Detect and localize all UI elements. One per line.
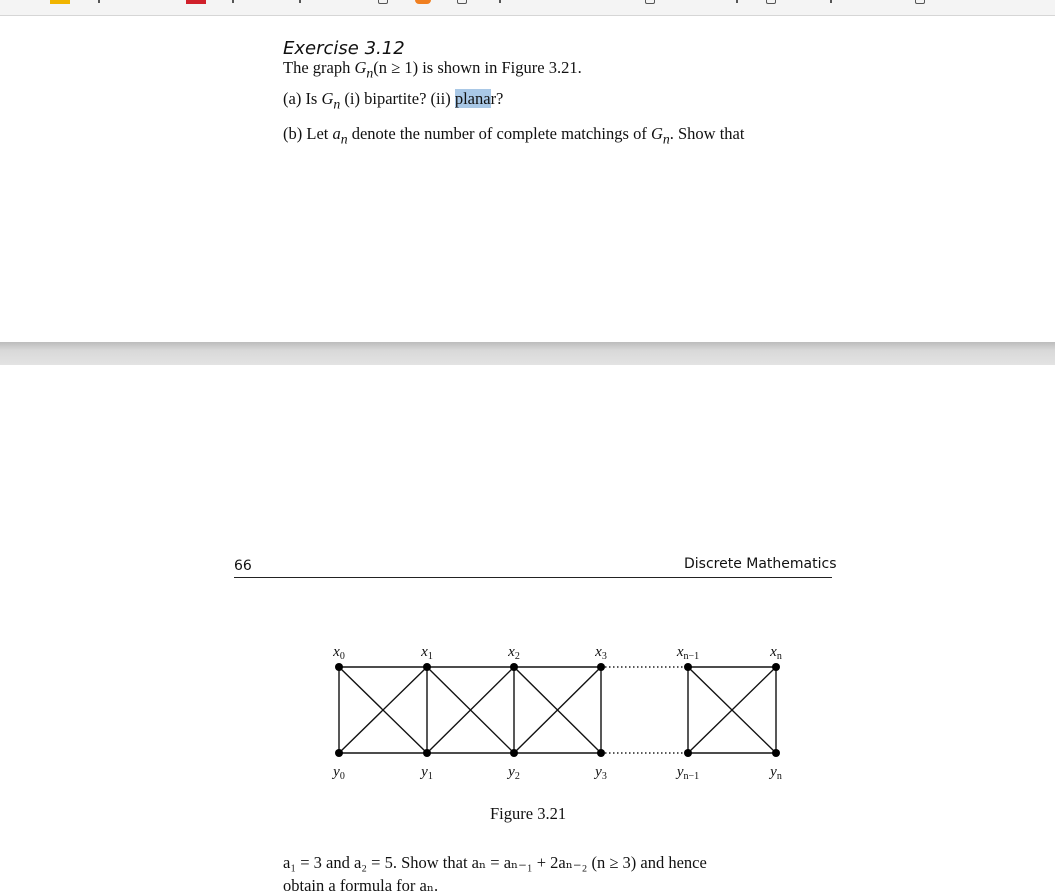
tool-icon[interactable] (378, 0, 388, 4)
highlight-tool-icon[interactable] (415, 0, 431, 4)
toolbar-tick (830, 0, 832, 3)
math-sub: n (333, 96, 341, 112)
math-var: G (321, 89, 334, 108)
text: (b) Let (283, 124, 333, 143)
exercise-line-1 (283, 58, 582, 81)
graph-vertex (772, 749, 780, 757)
pdf-page-2 (0, 365, 1055, 895)
exercise-title: Exercise 3.12 (283, 38, 405, 59)
selected-text-highlight[interactable]: plana (454, 89, 491, 108)
text: (a) Is (283, 89, 322, 108)
vertex-label-bottom: $y_2$ (508, 764, 520, 782)
vertex-label-top: $x_3$ (595, 644, 607, 662)
vertex-label-bottom: $y_3$ (595, 764, 607, 782)
exercise-line-3 (283, 124, 744, 147)
vertex-label-top: $x_n$ (770, 644, 782, 662)
graph-vertex (510, 749, 518, 757)
graph-vertex (335, 663, 343, 671)
toolbar-tick (98, 0, 100, 3)
vertex-label-top: $x_0$ (333, 644, 345, 662)
math-sub: n (662, 131, 670, 147)
graph-vertex (772, 663, 780, 671)
vertex-label-top: $x_2$ (508, 644, 520, 662)
math-sub: n (366, 65, 374, 81)
vertex-label-bottom: $y_0$ (333, 764, 345, 782)
vertex-label-bottom: $y_{n-1}$ (676, 764, 700, 782)
toolbar-tick (499, 0, 501, 3)
graph-vertex (597, 663, 605, 671)
text: denote the number of complete matchings of (347, 124, 651, 143)
vertex-label-bottom: $y_n$ (770, 764, 782, 782)
graph-vertex (684, 663, 692, 671)
tool-icon[interactable] (645, 0, 655, 4)
text: . Show that (669, 124, 745, 143)
graph-vertex (684, 749, 692, 757)
math-sub: n (340, 131, 348, 147)
toolbar-tick (736, 0, 738, 3)
tool-icon[interactable] (915, 0, 925, 4)
body-text-line-1: a₁ = 3 and a₂ = 5. Show that aₙ = aₙ₋₁ + 2aₙ₋₂ (n ≥ 3) and hence (283, 853, 707, 872)
text: The graph (283, 58, 355, 77)
toolbar-tick (299, 0, 301, 3)
figure-3-21-graph (0, 365, 1055, 825)
math-var: a (332, 124, 341, 143)
toolbar-tick (232, 0, 234, 3)
math-var: G (354, 58, 367, 77)
graph-vertex (510, 663, 518, 671)
tool-icon[interactable] (457, 0, 467, 4)
figure-caption: Figure 3.21 (490, 804, 567, 823)
toolbar (0, 0, 1055, 16)
page-gap (0, 342, 1055, 365)
tool-icon[interactable] (766, 0, 776, 4)
body-text-line-2: obtain a formula for aₙ. (283, 876, 439, 895)
pdf-icon[interactable] (186, 0, 206, 4)
vertex-label-top: $x_1$ (421, 644, 433, 662)
math-var: G (650, 124, 663, 143)
vertex-label-top: $x_{n-1}$ (676, 644, 700, 662)
graph-vertex (423, 663, 431, 671)
text: (i) bipartite? (ii) (340, 89, 455, 108)
page-number: 66 (234, 558, 252, 574)
running-title: Discrete Mathematics (684, 556, 837, 572)
exercise-line-2 (283, 89, 503, 112)
logo-icon[interactable] (50, 0, 70, 4)
text: r? (490, 89, 504, 108)
vertex-label-bottom: $y_1$ (421, 764, 433, 782)
graph-vertex (335, 749, 343, 757)
text: (n ≥ 1) is shown in Figure 3.21. (373, 58, 582, 77)
graph-vertex (597, 749, 605, 757)
pdf-page-1 (0, 16, 1055, 342)
graph-vertex (423, 749, 431, 757)
